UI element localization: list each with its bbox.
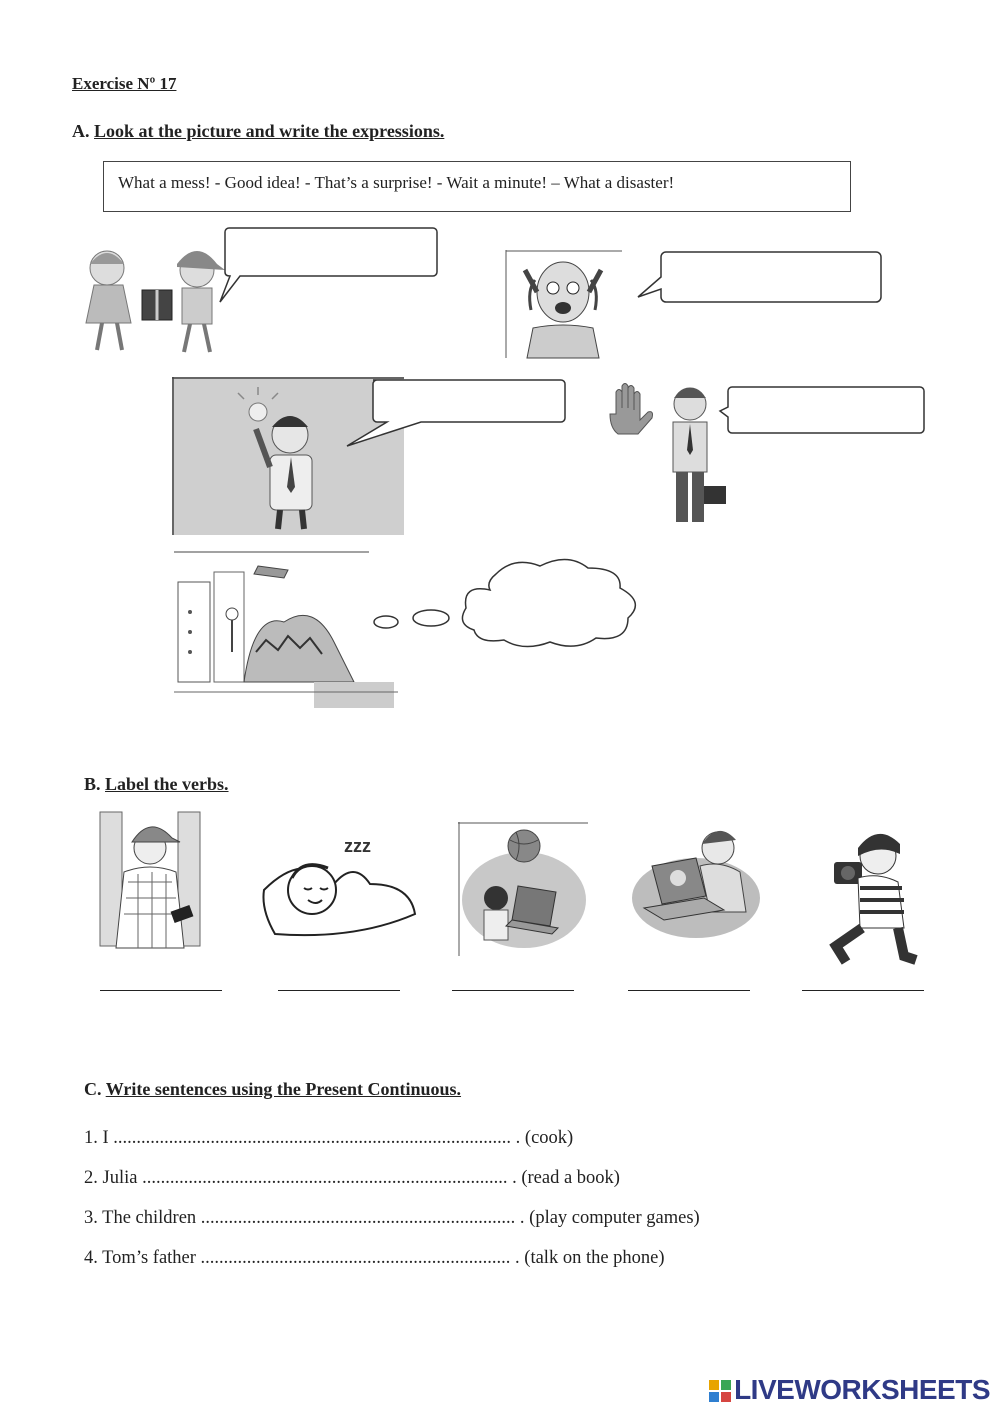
sentence-number: 3. bbox=[84, 1208, 98, 1228]
sentence-number: 2. bbox=[84, 1168, 98, 1188]
section-a-instruction: Look at the picture and write the expressions. bbox=[94, 121, 445, 141]
sentence-hint: . (talk on the phone) bbox=[515, 1248, 665, 1268]
sentence-hint: . (cook) bbox=[515, 1128, 574, 1148]
sleeping-child-illustration bbox=[262, 830, 417, 940]
sentence-blank[interactable]: ................................................................... bbox=[200, 1248, 511, 1268]
section-a-letter: A. bbox=[72, 121, 90, 141]
liveworksheets-logo[interactable] bbox=[709, 1374, 990, 1406]
answer-line-2[interactable] bbox=[278, 990, 400, 991]
sentence-row bbox=[84, 1248, 665, 1269]
shocked-man-illustration bbox=[505, 250, 623, 358]
messy-room-illustration bbox=[174, 552, 398, 708]
section-b-letter: B. bbox=[84, 774, 101, 794]
answer-line-4[interactable] bbox=[628, 990, 750, 991]
sentence-subject: The children bbox=[102, 1208, 197, 1228]
sentence-blank[interactable]: ...................................................................................... bbox=[113, 1128, 512, 1148]
sentence-hint: . (play computer games) bbox=[519, 1208, 700, 1228]
answer-line-5[interactable] bbox=[802, 990, 924, 991]
sentence-subject: Julia bbox=[102, 1168, 138, 1188]
sentence-row bbox=[84, 1168, 620, 1189]
computer-games-illustration bbox=[458, 822, 588, 956]
sentence-blank[interactable]: ............................................................................... bbox=[142, 1168, 508, 1188]
section-c-instruction: Write sentences using the Present Continuous. bbox=[105, 1079, 462, 1099]
section-b-instruction: Label the verbs. bbox=[105, 774, 229, 794]
section-c-letter: C. bbox=[84, 1079, 102, 1099]
children-gift-illustration bbox=[72, 228, 232, 358]
sentence-subject: Tom’s father bbox=[102, 1248, 196, 1268]
boy-texting-illustration bbox=[100, 812, 202, 948]
liveworksheets-logo-text: LIVEWORKSHEETS bbox=[734, 1374, 990, 1405]
sentence-number: 1. bbox=[84, 1128, 98, 1148]
answer-line-1[interactable] bbox=[100, 990, 222, 991]
section-b-heading bbox=[84, 774, 229, 795]
sentence-number: 4. bbox=[84, 1248, 98, 1268]
section-a-heading bbox=[72, 121, 444, 142]
sentence-hint: . (read a book) bbox=[512, 1168, 620, 1188]
expression-word-box: What a mess! - Good idea! - That’s a surprise! - Wait a minute! – What a disaster! bbox=[103, 161, 851, 212]
speech-bubble-2[interactable] bbox=[636, 250, 886, 310]
sentence-subject: I bbox=[102, 1128, 109, 1148]
answer-line-3[interactable] bbox=[452, 990, 574, 991]
sentence-row bbox=[84, 1208, 700, 1229]
sentence-blank[interactable]: .................................................................... bbox=[200, 1208, 516, 1228]
photographer-illustration bbox=[828, 826, 926, 970]
wait-minute-man-illustration bbox=[610, 378, 730, 528]
sentence-row bbox=[84, 1128, 573, 1149]
sleep-zzz-text: zzz bbox=[344, 836, 371, 856]
section-c-heading bbox=[84, 1079, 461, 1100]
exercise-title: Exercise Nº 17 bbox=[72, 74, 177, 93]
thought-bubble[interactable] bbox=[370, 552, 680, 644]
speech-bubble-4[interactable] bbox=[718, 385, 928, 437]
liveworksheets-logo-icon bbox=[709, 1380, 731, 1402]
speech-bubble-3[interactable] bbox=[345, 378, 573, 448]
video-call-illustration bbox=[630, 826, 770, 944]
speech-bubble-1[interactable] bbox=[215, 226, 440, 286]
